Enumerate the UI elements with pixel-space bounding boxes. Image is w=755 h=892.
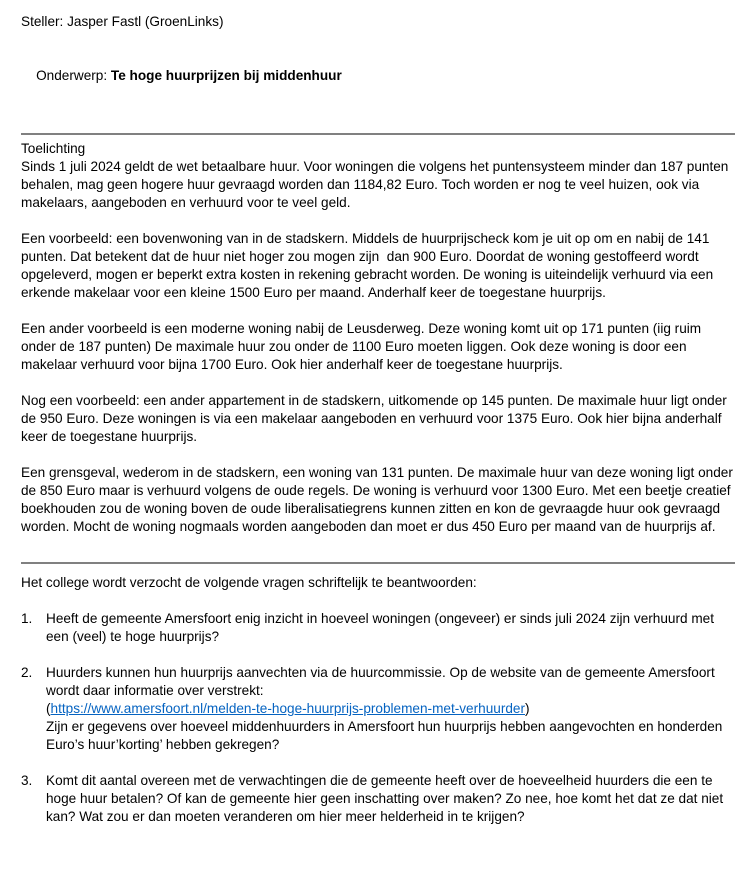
question-number: 1. bbox=[21, 611, 33, 626]
question-text bbox=[46, 664, 735, 754]
question-item bbox=[21, 664, 735, 754]
question-number: 2. bbox=[21, 665, 33, 680]
question-text-segment: Huurders kunnen hun huurprijs aanvechten via de huurcommissie. Op de website van de gemeente Amersfoort wordt daar informatie over verstrekt: bbox=[46, 665, 719, 698]
toelichting-paragraph: Een grensgeval, wederom in de stadskern, een woning van 131 punten. De maximale huur van deze woning ligt onder de 850 Euro maar is verhuurd volgens de oude regels. De woning is verhuurd voor 1300 Euro. Met een beetje creatief boekhouden zou de woning boven de oude liberalisatiegrens kunnen zitten en kon de gevraagde huur ook gevraagd worden. Mocht de woning nogmaals worden aangeboden dan moet er dus 450 Euro per maand van de huurprijs af. bbox=[21, 465, 737, 534]
onderwerp-line bbox=[21, 49, 735, 103]
section-divider-top bbox=[21, 133, 735, 135]
question-number: 3. bbox=[21, 773, 33, 788]
onderwerp-label: Onderwerp: bbox=[36, 68, 111, 83]
questions-list bbox=[21, 610, 735, 826]
steller-line: Steller: Jasper Fastl (GroenLinks) bbox=[21, 14, 224, 29]
question-text-segment: Komt dit aantal overeen met de verwachtingen die de gemeente heeft over de hoeveelheid huurders die een te hoge huur betalen? Of kan de gemeente hier geen inschatting over maken? Zo nee, hoe komt het dat ze dat niet kan? Wat zou er dan moeten veranderen om hier meer helderheid in te krijgen? bbox=[46, 773, 727, 824]
toelichting-paragraph: Sinds 1 juli 2024 geldt de wet betaalbare huur. Voor woningen die volgens het puntensysteem minder dan 187 punten behalen, mag geen hogere huur gevraagd worden dan 1184,82 Euro. Toch worden er nog te veel huizen, ook via makelaars, aangeboden en verhuurd voor te veel geld. bbox=[21, 159, 733, 210]
amersfoort-report-link[interactable]: https://www.amersfoort.nl/melden-te-hoge-huurprijs-problemen-met-verhuurder bbox=[50, 701, 525, 716]
onderwerp-subject: Te hoge huurprijzen bij middenhuur bbox=[110, 68, 342, 83]
question-text-segment: ( bbox=[46, 701, 51, 716]
toelichting-paragraph: Nog een voorbeeld: een ander appartement in de stadskern, uitkomende op 145 punten. De maximale huur ligt onder de 950 Euro. Deze woningen is via een makelaar aangeboden en verhuurd voor 1375 Euro. Ook hier bijna anderhalf keer de toegestane huurprijs. bbox=[21, 393, 731, 444]
toelichting-paragraph: Een ander voorbeeld is een moderne woning nabij de Leusderweg. Deze woning komt uit op 171 punten (iig ruim onder de 187 punten) De maximale huur zou onder de 1100 Euro moeten liggen. Ook deze woning is door een makelaar verhuurd voor bijna 1700 Euro. Ook hier anderhalf keer de toegestane huurprijs. bbox=[21, 321, 705, 372]
toelichting-paragraph: Een voorbeeld: een bovenwoning van in de stadskern. Middels de huurprijscheck kom je uit op om en nabij de 141 punten. Dat betekent dat de huur niet hoger zou mogen zijn dan 900 Euro. Doordat de woning gestoffeerd wordt opgeleverd, mogen er beperkt extra kosten in rekening gebracht worden. De woning is uiteindelijk verhuurd via een erkende makelaar voor een kleine 1500 Euro per maand. Anderhalf keer de toegestane huurprijs. bbox=[21, 231, 717, 300]
toelichting-paragraphs bbox=[21, 158, 735, 536]
question-item bbox=[21, 772, 735, 826]
question-item bbox=[21, 610, 735, 646]
questions-intro: Het college wordt verzocht de volgende vragen schriftelijk te beantwoorden: bbox=[21, 575, 477, 590]
question-text bbox=[46, 610, 735, 646]
section-divider-questions bbox=[21, 562, 735, 564]
toelichting-heading: Toelichting bbox=[21, 141, 86, 156]
question-text bbox=[46, 772, 735, 826]
question-text-segment: Heeft de gemeente Amersfoort enig inzicht in hoeveel woningen (ongeveer) er sinds juli 2024 zijn verhuurd met een (veel) te hoge huurprijs? bbox=[46, 611, 718, 644]
question-text-segment: ) bbox=[525, 701, 530, 716]
question-text-segment: Zijn er gegevens over hoeveel middenhuurders in Amersfoort hun huurprijs hebben aangevochten en honderden Euro’s huur’korting’ hebben gekregen? bbox=[46, 719, 727, 752]
